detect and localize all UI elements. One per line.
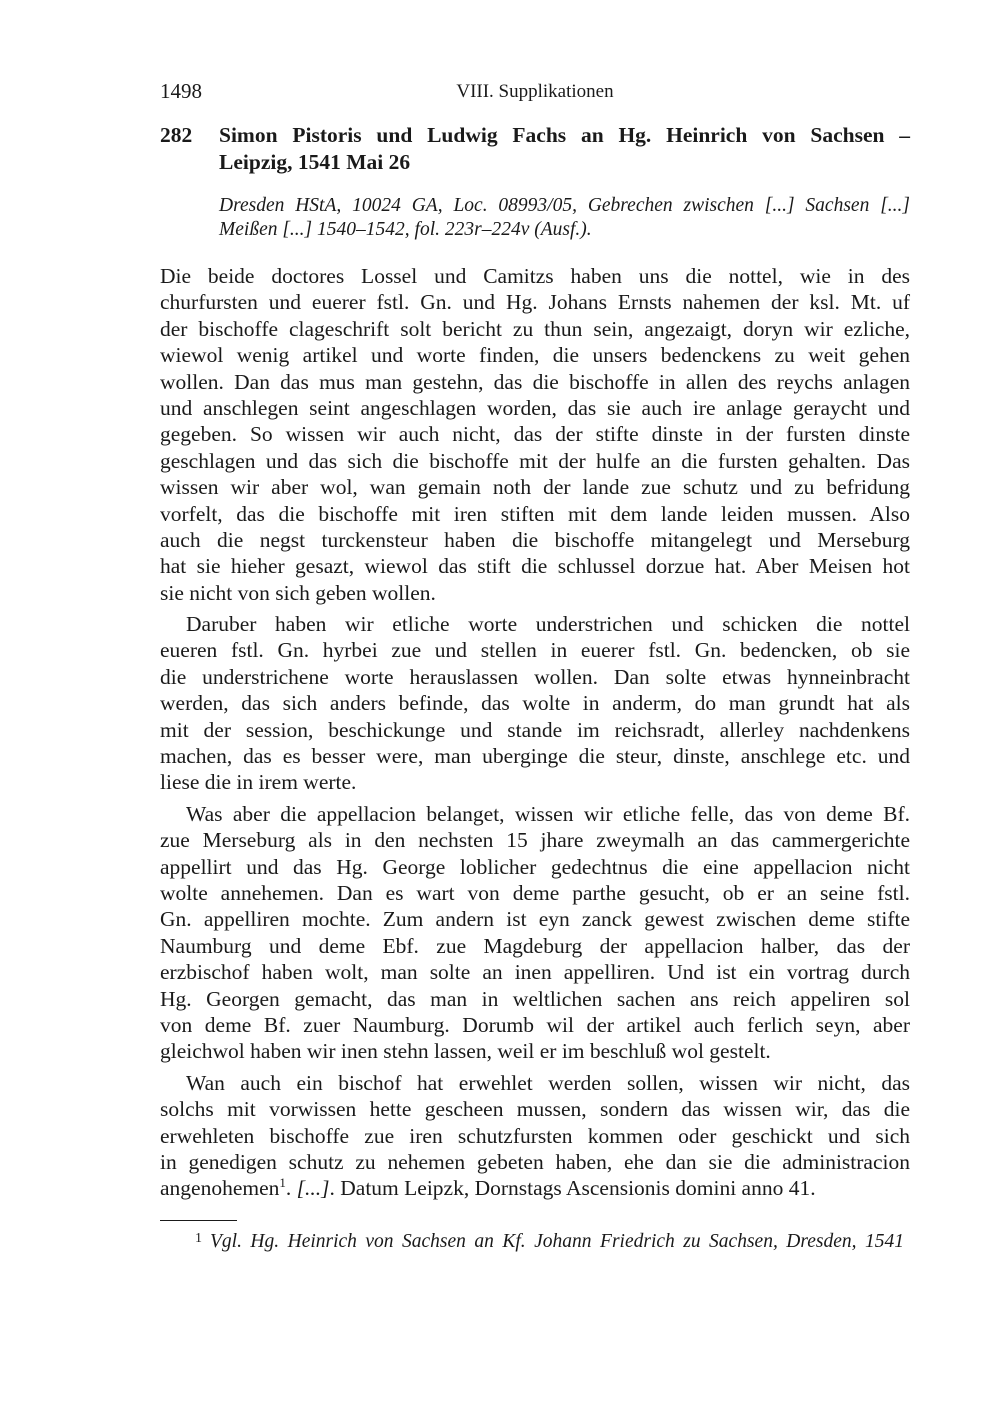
text-line: Die beide doctores Lossel und Camitzs haben uns die nottel, wie in des xyxy=(160,264,910,288)
paragraph-3 xyxy=(160,801,910,1065)
text-line: werden, das sich anders befinde, das wolte in anderm, do man grundt hat als xyxy=(160,691,910,716)
text-line: Was aber die appellacion belanget, wissen wir etliche felle, das von deme Bf. xyxy=(186,801,910,826)
text-line: sie nicht von sich geben wollen. xyxy=(160,580,436,605)
source-line: Meißen [...] 1540–1542, fol. 223r–224v (Ausf.). xyxy=(219,219,592,240)
chapter-title: VIII. Supplikationen xyxy=(456,81,614,102)
text-line: Naumburg und deme Ebf. zue Magdeburg der appellacion halber, das der xyxy=(160,933,910,958)
text-line: mit der session, beschickunge und stande im reichsradt, allerley nachdenkens xyxy=(160,717,910,742)
text-line: eueren fstl. Gn. hyrbei zue und stellen in euerer fstl. Gn. bedencken, ob sie xyxy=(160,638,910,663)
footnote-text: Vgl. Hg. Heinrich von Sachsen an Kf. Johann Friedrich zu Sachsen, Dresden, 1541 xyxy=(210,1231,904,1252)
text-line: wiewol wenig artikel und worte finden, die unsers bedenckens zu weit gehen xyxy=(160,343,910,368)
source-citation xyxy=(219,194,910,242)
dating-clause: . Datum Leipzk, Dornstags Ascensionis domini anno 41. xyxy=(329,1176,816,1201)
text-line: erwehleten bischoffe zue iren schutzfursten kommen oder geschickt und sich xyxy=(160,1123,910,1148)
text-line: wolte annehemen. Dan es wart von deme parthe gesucht, ob er an seine fstl. xyxy=(160,880,910,905)
document-title xyxy=(219,122,910,176)
text-line: Wan auch ein bischof hat erwehlet werden sollen, wissen wir nicht, das xyxy=(186,1070,910,1095)
footnote-1 xyxy=(160,1226,910,1255)
text-line: von deme Bf. zuer Naumburg. Dorumb wil der artikel auch ferlich seyn, aber xyxy=(160,1012,910,1037)
text-line: gegeben. So wissen wir auch nicht, das der stifte dinste in der fursten dinste xyxy=(160,422,910,447)
document-title-line: Simon Pistoris und Ludwig Fachs an Hg. Heinrich von Sachsen – xyxy=(219,123,910,147)
footnote-mark: 1 xyxy=(195,1231,202,1246)
text-line: wissen wir aber wol, wan gemain noth der lande zue schutz und zu befridung xyxy=(160,475,910,500)
text-line: appellirt und das Hg. George loblicher gedechtnus die eine appellacion nicht xyxy=(160,854,910,879)
text-line: in genedigen schutz zu nehemen gebeten haben, ehe dan sie die administracion xyxy=(160,1149,910,1174)
footnote-reference-1[interactable]: 1 xyxy=(279,1175,286,1191)
text-line: machen, das es besser were, man uberginge die steur, dinste, anschlege etc. und xyxy=(160,744,910,769)
text-line: hat sie hieher gesazt, wiewol das stift die schlussel dorzue hat. Aber Meisen hot xyxy=(160,554,910,579)
text-fragment: angenohemen xyxy=(160,1176,280,1201)
text-line: der bischoffe clageschrift solt bericht zu thun sein, angezaigt, doryn wir ezliche, xyxy=(160,316,910,341)
paragraph-1 xyxy=(160,263,910,606)
text-line: Hg. Georgen gemacht, das man in weltlichen sachen ans reich appeliren sol xyxy=(160,986,910,1011)
text-line: liese die in irem werte. xyxy=(160,770,357,795)
letter-body xyxy=(160,263,910,1207)
text-line: die understrichene worte herauslassen wollen. Dan solte etwas hynneinbracht xyxy=(160,664,910,689)
closing-line xyxy=(160,1175,910,1201)
page-number: 1498 xyxy=(160,79,202,103)
paragraph-2 xyxy=(160,611,910,796)
paragraph-4 xyxy=(160,1070,910,1202)
text-line: wollen. Dan das mus man gestehn, das die bischoffe in allen des reychs anlagen xyxy=(160,369,910,394)
source-line: Dresden HStA, 10024 GA, Loc. 08993/05, Gebrechen zwischen [...] Sachsen [...] xyxy=(219,195,910,216)
document-title-line: Leipzig, 1541 Mai 26 xyxy=(219,150,411,174)
text-line: zue Merseburg als in den nechsten 15 jhare zweymalh an das cammergerichte xyxy=(160,828,910,853)
text-line: Daruber haben wir etliche worte understrichen und schicken die nottel xyxy=(186,612,910,637)
omission-mark: [...] xyxy=(296,1176,330,1201)
running-head xyxy=(160,79,910,107)
text-line: und anschlegen seint angeschlagen worden, das sie auch ire anlage geraycht und xyxy=(160,395,910,420)
text-line: Gn. appelliren mochte. Zum andern ist eyn zanck gewest zwischen deme stifte xyxy=(160,907,910,932)
text-line: churfursten und euerer fstl. Gn. und Hg. Johans Ernsts nahemen der ksl. Mt. uf xyxy=(160,290,910,315)
text-line: geschlagen und das sich die bischoffe mit der hulfe an die fursten gehalten. Das xyxy=(160,448,910,473)
footnote-divider xyxy=(160,1220,237,1221)
text-line: erzbischof haben wolt, man solte an inen appelliren. Und ist ein vortrag durch xyxy=(160,960,910,985)
text-fragment: . xyxy=(285,1176,297,1201)
text-line: gleichwol haben wir inen stehn lassen, weil er im beschluß wol gestelt. xyxy=(160,1039,771,1064)
document-number: 282 xyxy=(160,123,193,147)
text-line: vorfelt, das die bischoffe mit iren stiften mit dem lande leiden mussen. Also xyxy=(160,501,910,526)
text-line: auch die negst turckensteur haben die bischoffe mitangelegt und Merseburg xyxy=(160,527,910,552)
text-line: solchs mit vorwissen hette gescheen mussen, sondern das wissen wir, das die xyxy=(160,1097,910,1122)
